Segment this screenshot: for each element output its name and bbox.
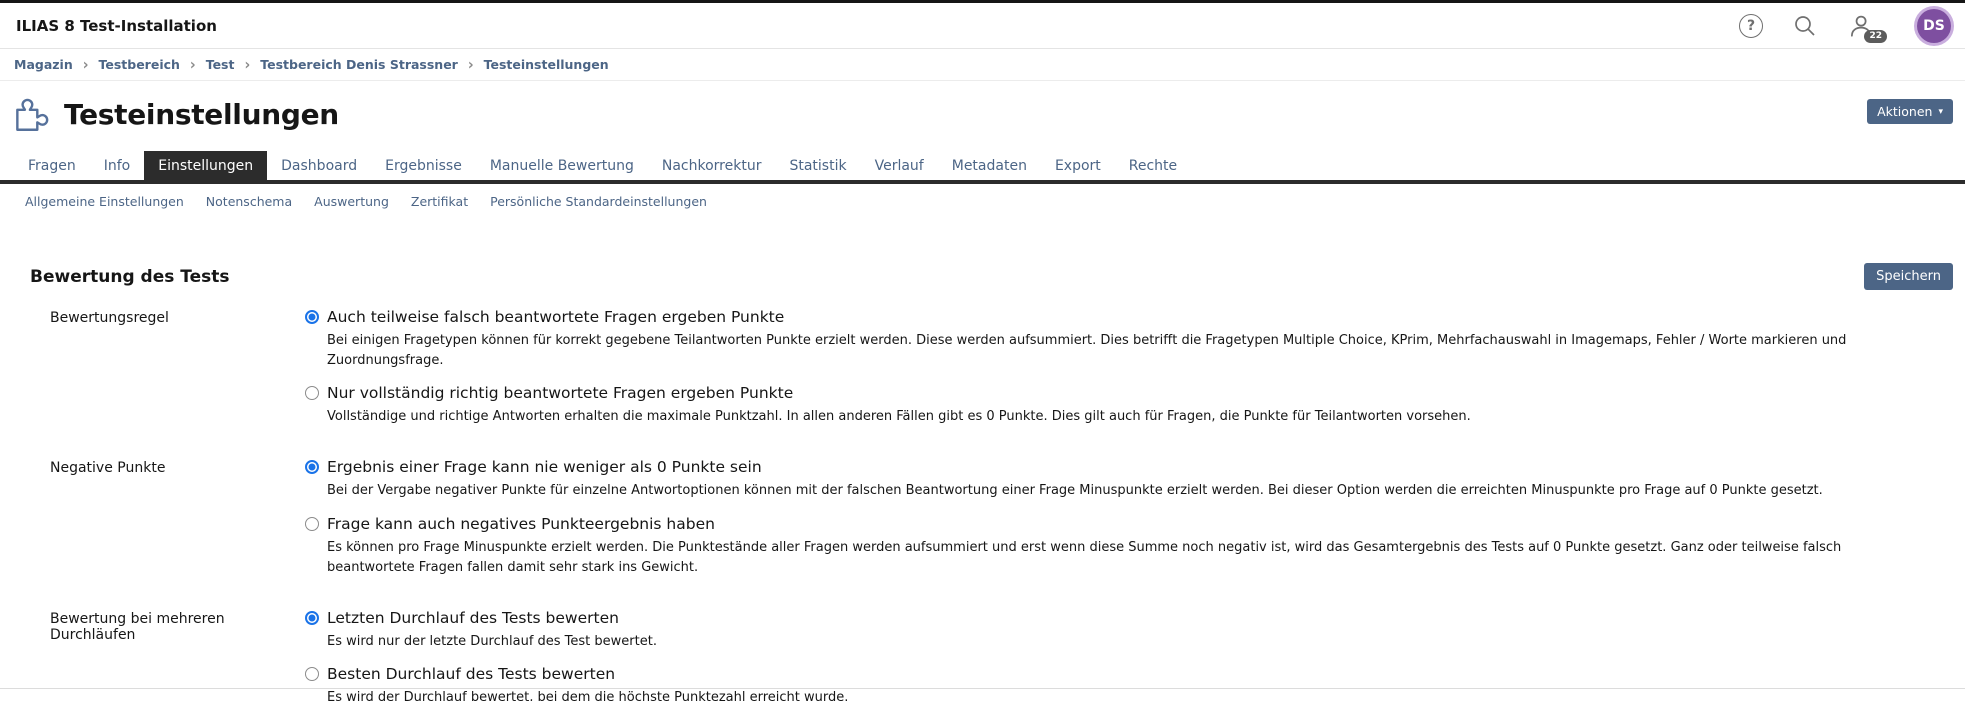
group-label: Negative Punkte — [50, 460, 166, 477]
subtab-auswertung[interactable]: Auswertung — [314, 194, 389, 209]
radio-label[interactable]: Besten Durchlauf des Tests bewerten — [327, 664, 616, 683]
tab-bar — [0, 151, 1965, 184]
radio-option — [305, 515, 1947, 578]
tab-dashboard[interactable]: Dashboard — [281, 158, 358, 174]
subtab-persönliche-standardeinstellungen[interactable]: Persönliche Standardeinstellungen — [490, 194, 707, 209]
main-header — [0, 3, 1965, 49]
chevron-right-icon: › — [244, 55, 251, 74]
radio-label[interactable]: Frage kann auch negatives Punkteergebnis haben — [327, 514, 715, 533]
radio-input-frage-kann-auch-negatives-punkteergebnis-haben[interactable] — [305, 517, 319, 531]
tab-statistik[interactable]: Statistik — [789, 158, 847, 174]
section-header — [30, 263, 1953, 290]
breadcrumb-item-testeinstellungen[interactable]: Testeinstellungen — [483, 57, 609, 72]
radio-label[interactable]: Letzten Durchlauf des Tests bewerten — [327, 608, 619, 627]
user-avatar[interactable]: DS — [1917, 9, 1951, 43]
radio-option — [305, 458, 1947, 501]
radio-option — [305, 308, 1947, 371]
search-icon[interactable] — [1793, 14, 1817, 38]
radio-option — [305, 665, 1947, 701]
option-description: Vollständige und richtige Antworten erhalten die maximale Punktzahl. In allen anderen Fällen gibt es 0 Punkte. Dies gilt auch für Fragen, die Punkte für Teilantworten vorsehen. — [327, 409, 1471, 425]
radio-input-letzten-durchlauf-des-tests-bewerten[interactable] — [305, 611, 319, 625]
scoring-form — [0, 308, 1965, 701]
puzzle-icon — [10, 93, 52, 135]
tab-ergebnisse[interactable]: Ergebnisse — [385, 158, 462, 174]
chevron-right-icon: › — [467, 55, 474, 74]
help-icon[interactable]: ? — [1739, 14, 1763, 38]
option-description: Bei einigen Fragetypen können für korrekt gegebene Teilantworten Punkte erzielt werden. Diese werden aufsummiert. Dies betrifft die Fragetypen Multiple Choice, KPrim, Mehrfachauswahl in Imagemaps, Fehler / Worte markieren und Zuordnungsfrage. — [327, 333, 1847, 369]
tab-einstellungen[interactable]: Einstellungen — [144, 151, 267, 180]
section-title: Bewertung des Tests — [30, 266, 230, 287]
tab-verlauf[interactable]: Verlauf — [874, 158, 924, 174]
form-group-bewertungsregel — [0, 308, 1965, 440]
tab-fragen[interactable]: Fragen — [28, 158, 76, 174]
option-description: Bei der Vergabe negativer Punkte für einzelne Antwortoptionen können mit der falschen Beantwortung einer Frage Minuspunkte erzielt werden. Bei dieser Option werden die erreichten Minuspunkte pro Frage auf 0 Punkte gesetzt. — [327, 483, 1823, 499]
tab-info[interactable]: Info — [103, 158, 131, 174]
chevron-right-icon: › — [189, 55, 196, 74]
tab-nachkorrektur[interactable]: Nachkorrektur — [661, 158, 762, 174]
page-titlebar — [0, 81, 1965, 141]
radio-option — [305, 609, 1947, 652]
radio-input-auch-teilweise-falsch-beantwortete-fragen-ergeben-punkte[interactable] — [305, 310, 319, 324]
radio-label[interactable]: Ergebnis einer Frage kann nie weniger als 0 Punkte sein — [327, 458, 762, 477]
breadcrumb-item-magazin[interactable]: Magazin — [14, 57, 73, 72]
breadcrumb-item-testbereich[interactable]: Testbereich — [98, 57, 180, 72]
radio-input-besten-durchlauf-des-tests-bewerten[interactable] — [305, 667, 319, 681]
bottom-divider — [0, 688, 1965, 689]
radio-label[interactable]: Nur vollständig richtig beantwortete Fragen ergeben Punkte — [327, 384, 794, 403]
option-description: Es können pro Frage Minuspunkte erzielt werden. Die Punktestände aller Fragen werden aufsummiert und erst wenn diese Summe noch negativ ist, wird das Gesamtergebnis des Tests auf 0 Punkte gesetzt. Ganz oder teilweise falsch beantwortete Fragen fallen damit sehr stark ins Gewicht. — [327, 539, 1842, 575]
group-label: Bewertung bei mehreren Durchläufen — [50, 610, 225, 643]
subtab-notenschema[interactable]: Notenschema — [205, 194, 293, 209]
caret-down-icon: ▾ — [1938, 106, 1943, 117]
tab-manuelle-bewertung[interactable]: Manuelle Bewertung — [489, 158, 634, 174]
actions-button[interactable] — [1867, 99, 1953, 124]
form-group-negative-punkte — [0, 458, 1965, 590]
save-button[interactable]: Speichern — [1864, 263, 1953, 290]
subtab-allgemeine-einstellungen[interactable]: Allgemeine Einstellungen — [25, 194, 184, 209]
actions-button-label: Aktionen — [1877, 104, 1933, 119]
option-description: Es wird der Durchlauf bewertet, bei dem die höchste Punktezahl erreicht wurde. — [327, 689, 849, 701]
radio-input-ergebnis-einer-frage-kann-nie-weniger-als-0-punkte-sein[interactable] — [305, 460, 319, 474]
option-description: Es wird nur der letzte Durchlauf des Test bewertet. — [327, 633, 657, 649]
installation-title: ILIAS 8 Test-Installation — [16, 16, 217, 35]
radio-label[interactable]: Auch teilweise falsch beantwortete Fragen ergeben Punkte — [327, 308, 785, 326]
online-count-badge: 22 — [1864, 30, 1887, 43]
group-options — [305, 458, 1965, 590]
breadcrumb-item-test[interactable]: Test — [205, 57, 235, 72]
page-title: Testeinstellungen — [64, 97, 339, 131]
group-label: Bewertungsregel — [50, 310, 169, 326]
who-is-online-icon[interactable] — [1847, 13, 1882, 41]
breadcrumb-item-testbereich-denis-strassner[interactable]: Testbereich Denis Strassner — [260, 57, 458, 72]
group-options — [305, 308, 1965, 440]
radio-input-nur-vollständig-richtig-beantwortete-fragen-ergeben-punkte[interactable] — [305, 386, 319, 400]
radio-option — [305, 384, 1947, 427]
subtab-zertifikat[interactable]: Zertifikat — [410, 194, 469, 209]
tab-export[interactable]: Export — [1054, 158, 1101, 174]
subtab-bar — [0, 184, 1965, 219]
breadcrumb — [0, 49, 1965, 81]
chevron-right-icon: › — [82, 55, 89, 74]
tab-metadaten[interactable]: Metadaten — [951, 158, 1027, 174]
tab-rechte[interactable]: Rechte — [1128, 158, 1178, 174]
